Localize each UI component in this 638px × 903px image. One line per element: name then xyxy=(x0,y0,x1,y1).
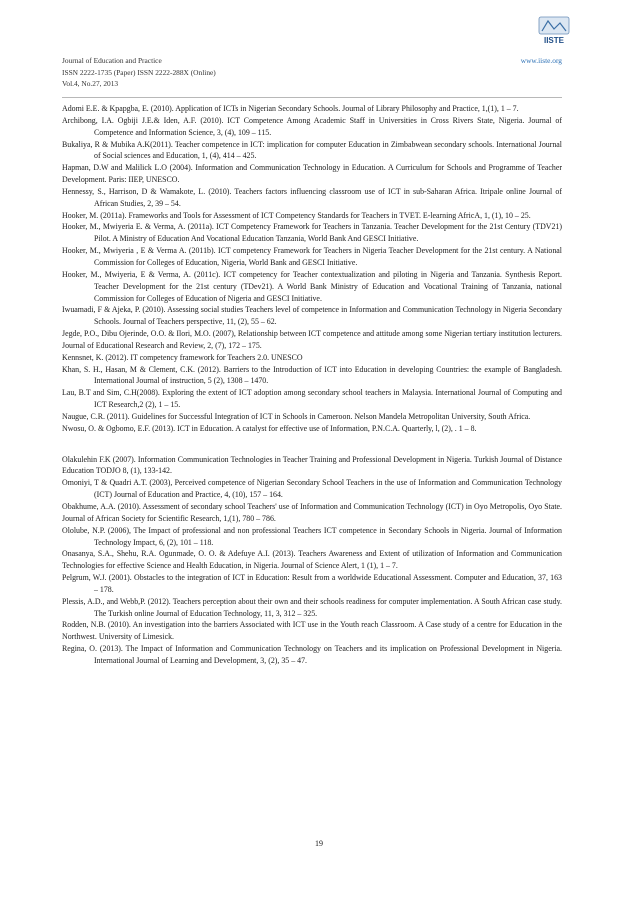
reference-item: Archibong, I.A. Ogbiji J.E.& Iden, A.F. (2010). ICT Competence Among Academic Staff in Universities in Cross Rivers State, Nigeria. Journal of Competence and Information Science, 3, (4), 109 – 115. xyxy=(62,115,562,137)
reference-item: Jegde, P.O., Dibu Ojerinde, O.O. & Ilori, M.O. (2007), Relationship between ICT competence and attitude among some Nigerian tertiary institution lecturers. Journal of Educational Research and Review, 2, (7), 172 – 175. xyxy=(62,329,562,350)
reference-item: Ololube, N.P. (2006), The Impact of professional and non professional Teachers ICT competence in Secondary Schools in Nigeria. Journal of Information Technology Impact, 6, (2), 101 – 118. xyxy=(62,525,562,547)
reference-item: Plessis, A.D., and Webb,P. (2012). Teachers perception about their own and their schools readiness for computer implementation. A South African case study. The Turkish online Journal of Education Technology, 11, 3, 312 – 325. xyxy=(62,596,562,618)
reference-item: Rodden, N.B. (2010). An investigation into the barriers Associated with ICT use in the Youth reach Classroom. A Case study of a centre for Education in the Northwest. University of Limesick. xyxy=(62,620,562,642)
reference-group-b xyxy=(62,454,562,667)
iiste-logo xyxy=(536,14,572,46)
reference-item: Olakulehin F.K (2007). Information Communication Technologies in Teacher Training and Professional Development in Nigeria. Turkish Journal of Distance Education TODJO 8, (1), 133-142. xyxy=(62,454,562,476)
page-number: 19 xyxy=(315,839,323,848)
reference-item: Hooker, M., Mwiyeria , E & Verma A. (2011b). ICT competency Framework for Teachers in Nigeria Teacher Development for the 21st century. A National Commission for Colleges of Education, Nigeria, World Bank and GESCI Initiative. xyxy=(62,246,562,267)
page-header xyxy=(62,55,562,90)
reference-item: Hooker, M. (2011a). Frameworks and Tools for Assessment of ICT Competency Standards for Teachers in TVET. E-learning AfricA, 1, (1), 10 – 25. xyxy=(62,210,531,220)
reference-item: Adomi E.E. & Kpapgba, E. (2010). Application of ICTs in Nigerian Secondary Schools. Journal of Library Philosophy and Practice, 1,(1), 1 – 7. xyxy=(62,104,519,113)
reference-item: Lau, B.T and Sim, C.H(2008). Exploring the extent of ICT adoption among secondary school teachers in Malaysia. International Journal of Computing and ICT Research,2 (2), 1 – 15. xyxy=(62,388,562,410)
reference-item: Iwuamadi, F & Ajeka, P. (2010). Assessing social studies Teachers level of competence in Information and Communication Technology in Nigeria Secondary Schools. Journal of Teachers perspective, 11, (2), 55 – 62. xyxy=(62,305,562,327)
reference-item: Bukaliya, R & Mubika A.K(2011). Teacher competence in ICT: implication for computer Education in Zimbabwean secondary schools. International Journal of Social sciences and Education, 1, (4), 414 – 425. xyxy=(62,139,562,161)
svg-text:IISTE: IISTE xyxy=(543,36,565,45)
journal-title: Journal of Education and Practice xyxy=(62,56,162,65)
reference-item: Naugue, C.R. (2011). Guidelines for Successful Integration of ICT in Schools in Cameroon. Nelson Mandela Metropolitan University, South Africa. xyxy=(62,411,531,421)
reference-list xyxy=(62,103,562,667)
reference-group-a xyxy=(62,103,562,435)
website-link[interactable]: www.iiste.org xyxy=(520,56,562,65)
issn-line: ISSN 2222-1735 (Paper) ISSN 2222-288X (Online) xyxy=(62,67,216,77)
reference-item: Hapman, D.W and Malilick L.O (2004). Information and Communication Technology in Education. A Curriculum for Schools and Programme of Teacher Development. Paris: IIEP, UNESCO. xyxy=(62,163,562,185)
reference-item: Kennsnet, K. (2012). IT competency framework for Teachers 2.0. UNESCO xyxy=(62,352,303,362)
reference-item: Hooker, M., Mwiyeria, E & Verma, A. (2011c). ICT competency for Teacher contextualization and piloting in Nigeria and Tanzania. Synthesis Report. Teacher Development for the 21st century (TDev21). A World Bank Ministry of Education and Vocational Training of Tanzania, national Commission for Colleges of Education of Nigeria and GESCI Initiative. xyxy=(62,269,562,303)
volume-line: Vol.4, No.27, 2013 xyxy=(62,79,119,89)
reference-item: Khan, S. H., Hasan, M & Clement, C.K. (2012). Barriers to the Introduction of ICT into Education in developing Countries: the example of Bangladesh. International Journal of instruction, 5 (2), 1308 – 1470. xyxy=(62,364,562,386)
header-divider xyxy=(62,97,562,98)
reference-item: Nwosu, O. & Ogbomo, E.F. (2013). ICT in Education. A catalyst for effective use of Information, P.N.C.A. Quarterly, l, (2), . 1 – 8. xyxy=(62,423,477,433)
reference-item: Pelgrum, W.J. (2001). Obstacles to the integration of ICT in Education: Result from a worldwide Educational Assessment. Computer and Education, 37, 163 – 178. xyxy=(62,573,562,594)
reference-item: Hennessy, S., Harrison, D & Wamakote, L. (2010). Teachers factors influencing classroom use of ICT in sub-Saharan Africa. Itripale online Journal of African Studies, 2, 39 – 54. xyxy=(62,186,562,208)
reference-item: Omoniyi, T & Quadri A.T. (2003), Perceived competence of Nigerian Secondary School Teachers in the use of Information and Communication Technology (ICT) Journal of Education and Practice, 4, (10), 157 – 164. xyxy=(62,478,562,500)
reference-item: Hooker, M., Mwiyeria E. & Verma, A. (2011a). ICT Competency Framework for Teachers in Tanzania. Teacher Development for the 21st Century (TDV21) Pilot. A Ministry of Education And Vocational Education Tanzania, World Bank And GESCI Initiative. xyxy=(62,222,562,244)
reference-item: Obakhume, A.A. (2010). Assessment of secondary school Teachers' use of Information and Communication Technology (ICT) in Oyo Metropolis, Oyo State. Journal of African Society for Scientific Research, 1,(1), 780 – 786. xyxy=(62,502,562,523)
paragraph-gap xyxy=(62,435,562,454)
reference-item: Regina, O. (2013). The Impact of Information and Communication Technology on Teachers and its implication on Professional Development in Nigeria. International Journal of Learning and Development, 3, (2), 35 – 47. xyxy=(62,644,562,665)
reference-item: Onasanya, S.A., Shehu, R.A. Ogunmade, O. O. & Adefuye A.I. (2013). Teachers Awareness and Extent of utilization of Information and Communication Technologies for effective Science and Health Education, in Nigeria. Journal of Science Alert, 1 (1), 1 – 7. xyxy=(62,549,562,571)
